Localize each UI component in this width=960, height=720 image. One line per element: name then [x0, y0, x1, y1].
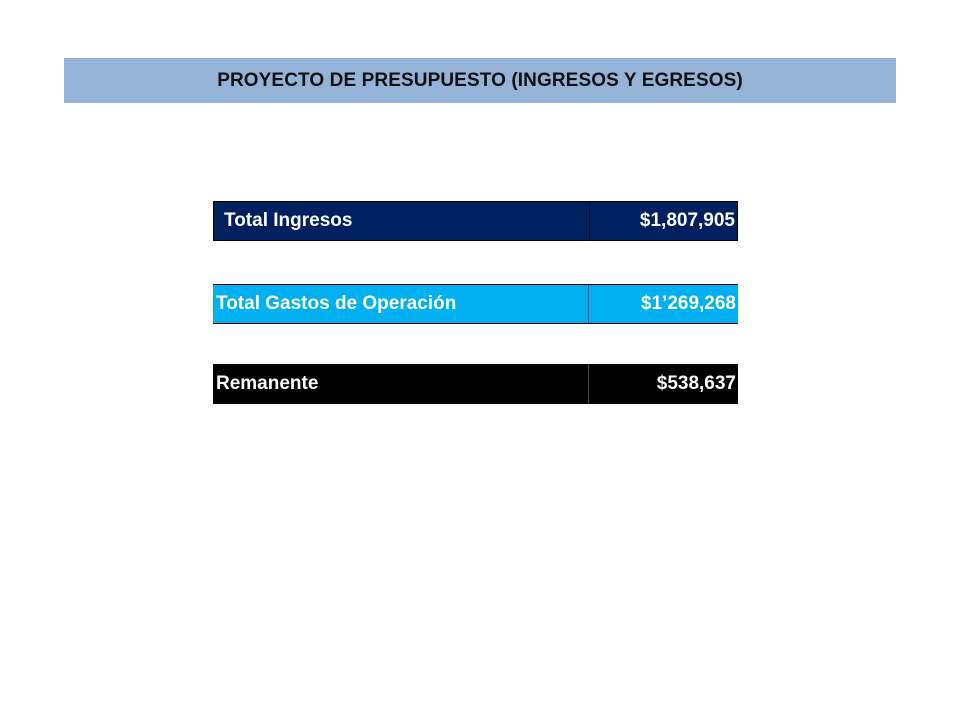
remanente-value: $538,637 — [588, 364, 738, 404]
total-ingresos-value: $1,807,905 — [589, 202, 737, 240]
title-bar — [64, 58, 896, 103]
total-gastos-value: $1’269,268 — [588, 285, 738, 323]
total-gastos-label: Total Gastos de Operación — [216, 293, 457, 314]
remanente-label: Remanente — [216, 373, 319, 394]
page-title: PROYECTO DE PRESUPUESTO (INGRESOS Y EGRESOS) — [217, 69, 743, 91]
total-gastos-row — [213, 284, 738, 324]
total-ingresos-label: Total Ingresos — [224, 210, 353, 231]
remanente-row — [213, 364, 738, 404]
total-ingresos-row — [213, 201, 738, 241]
